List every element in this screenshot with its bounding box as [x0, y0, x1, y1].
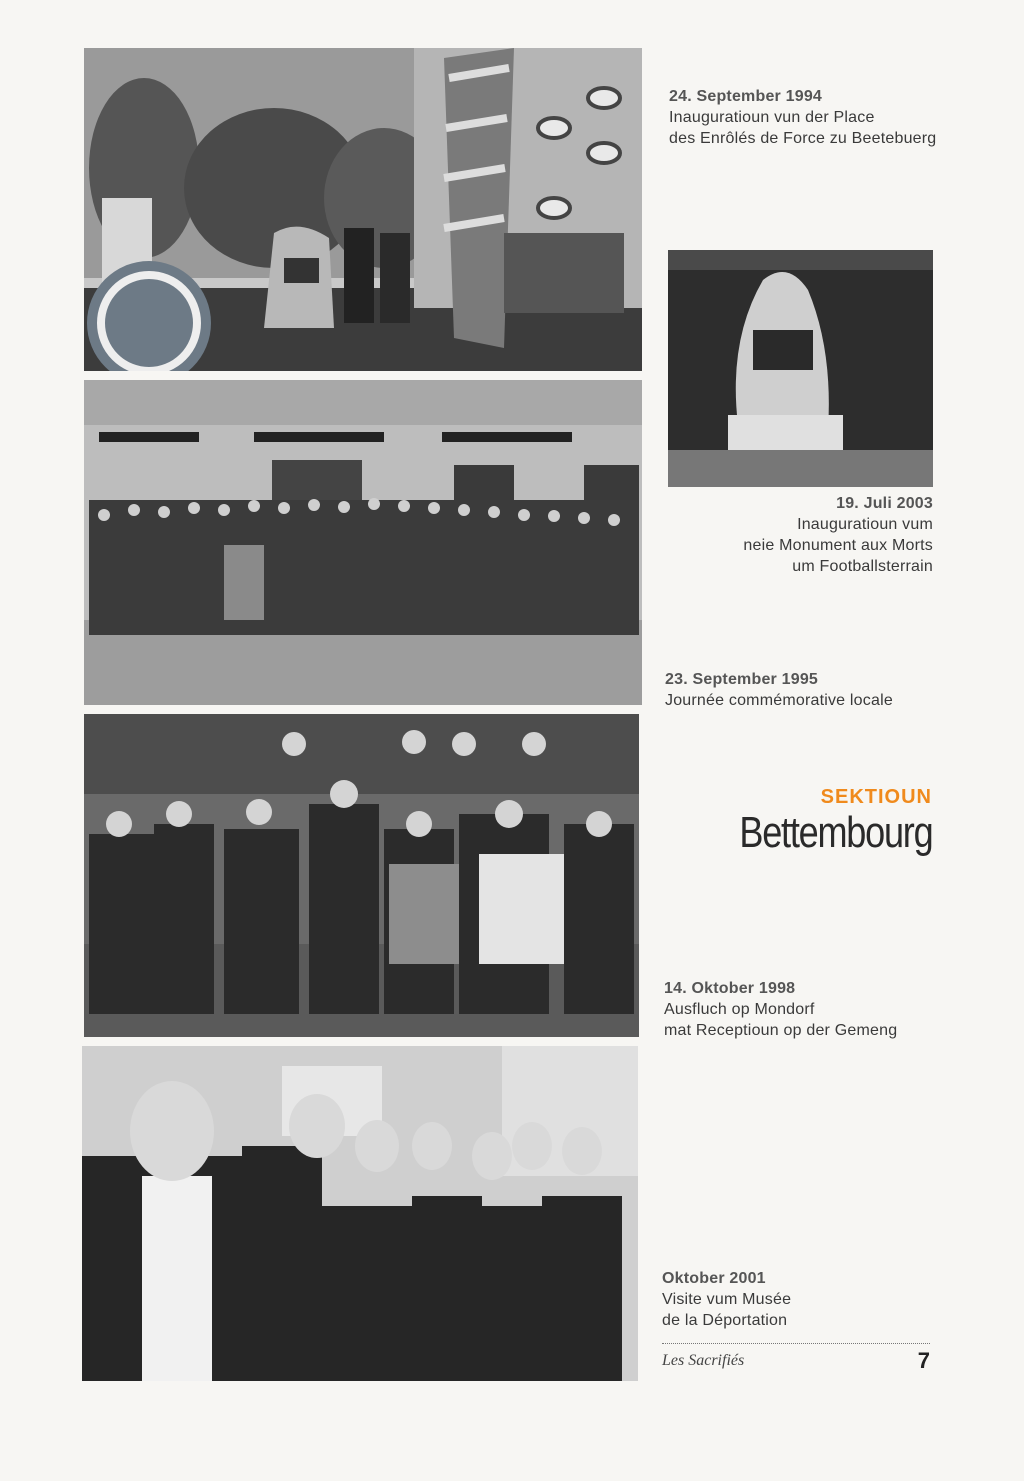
footer-divider	[662, 1343, 930, 1344]
photo-group-town-hall	[84, 380, 642, 705]
caption-line: mat Receptioun op der Gemeng	[664, 1022, 898, 1039]
caption-line: de la Déportation	[662, 1312, 788, 1329]
caption-date: Oktober 2001	[662, 1270, 766, 1287]
photo-place-inauguration	[84, 48, 642, 371]
section-name: Bettembourg	[738, 808, 932, 857]
caption-2003	[743, 493, 933, 577]
caption-line: um Footballsterrain	[792, 558, 933, 575]
section-label: SEKTIOUN	[820, 786, 932, 808]
caption-date: 23. September 1995	[665, 671, 819, 688]
caption-date: 14. Oktober 1998	[664, 980, 796, 997]
caption-line: Inauguratioun vun der Place	[669, 109, 875, 126]
photo-monument-aux-morts	[668, 250, 933, 487]
page-number: 7	[917, 1348, 930, 1373]
caption-line: Visite vum Musée	[662, 1291, 792, 1308]
caption-line: Ausfluch op Mondorf	[664, 1001, 815, 1018]
caption-1998	[664, 978, 897, 1041]
caption-date: 19. Juli 2003	[836, 495, 933, 512]
photo-group-museum	[82, 1046, 638, 1381]
caption-line: Inauguratioun vum	[797, 516, 933, 533]
caption-line: des Enrôlés de Force zu Beetebuerg	[669, 130, 937, 147]
caption-date: 24. September 1994	[669, 88, 823, 105]
caption-2001	[662, 1268, 791, 1331]
caption-line: Journée commémorative locale	[665, 692, 893, 709]
caption-line: neie Monument aux Morts	[743, 537, 933, 554]
caption-1995	[665, 669, 893, 711]
footer-publication: Les Sacrifiés	[662, 1352, 745, 1369]
photo-group-mondorf	[84, 714, 639, 1037]
caption-1994	[669, 86, 936, 149]
